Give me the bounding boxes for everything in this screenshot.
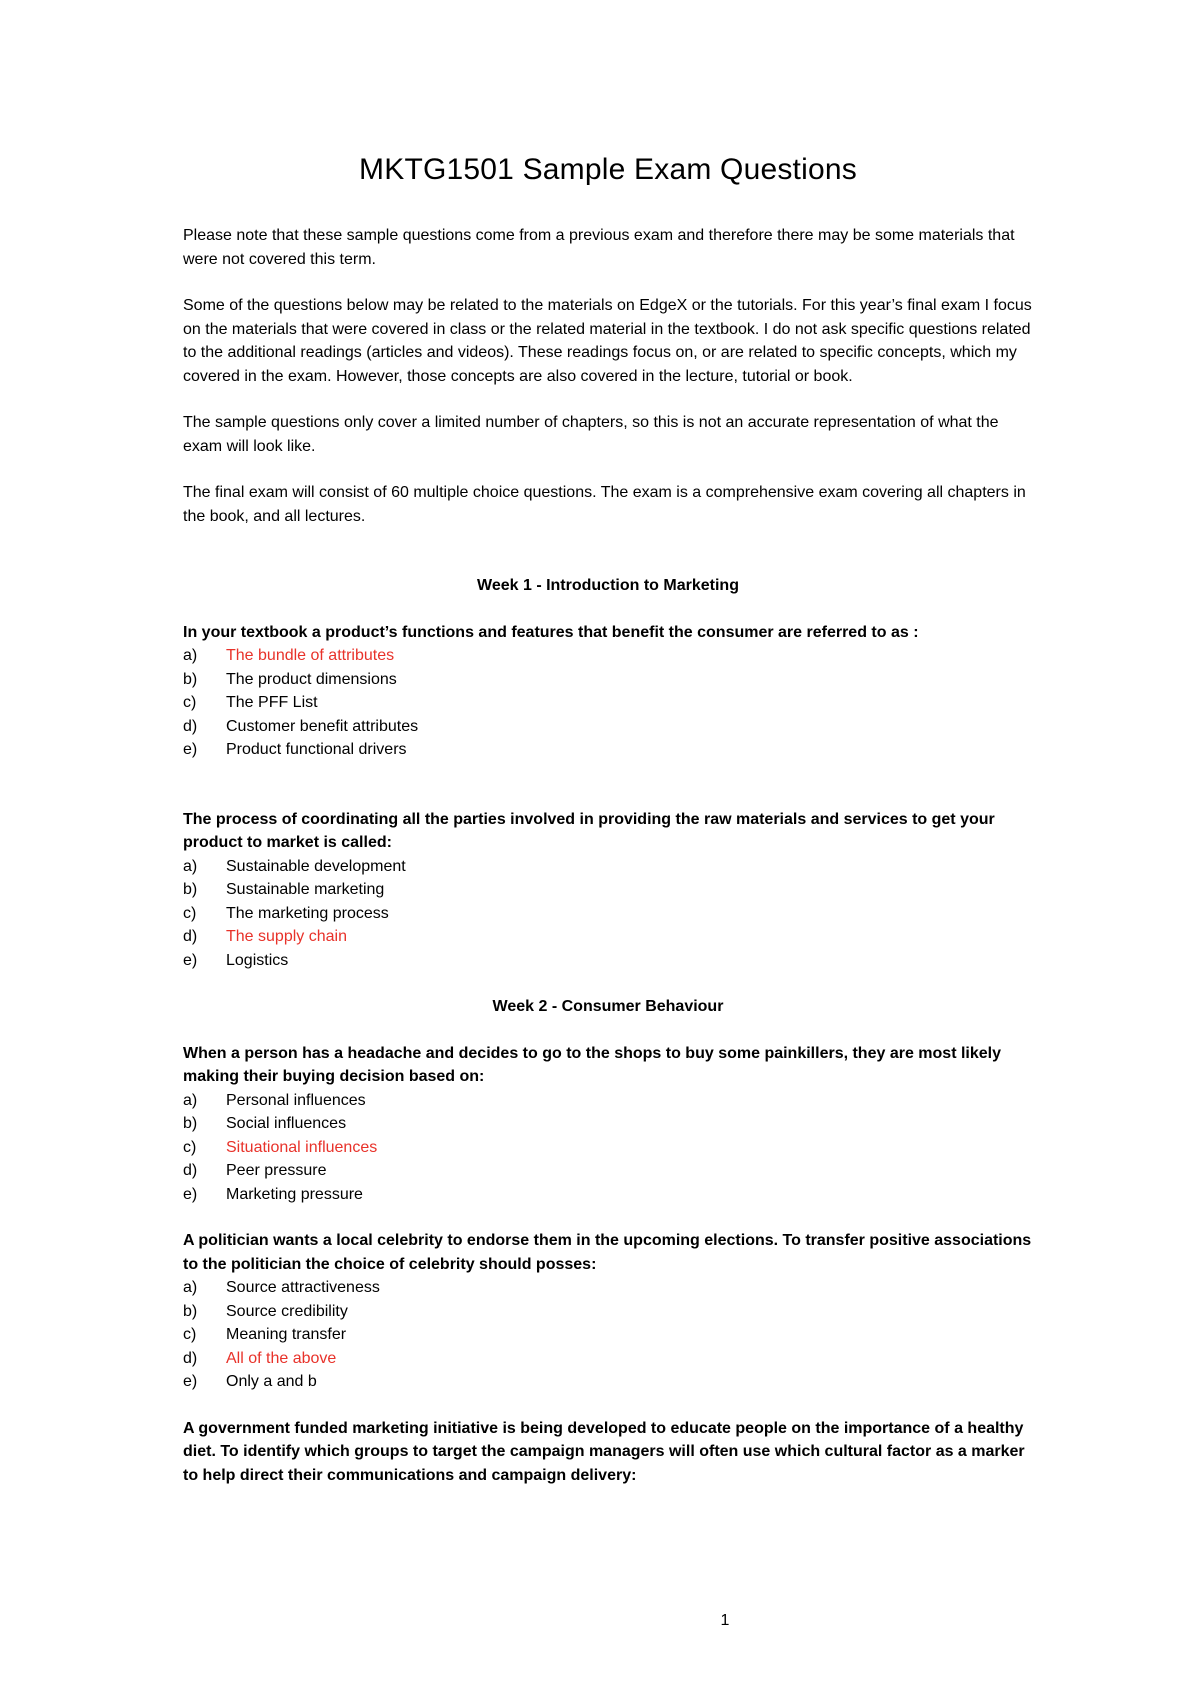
intro-paragraph: The final exam will consist of 60 multiple choice questions. The exam is a comprehensive exam covering all chapters in the book, and all lectures. <box>183 484 1026 525</box>
option-text: The marketing process <box>226 904 389 922</box>
option-letter: d) <box>183 1162 198 1179</box>
option-letter: a) <box>183 857 198 875</box>
answer-options <box>183 1276 1033 1394</box>
answer-option <box>183 1159 1033 1183</box>
option-letter: a) <box>183 1279 198 1296</box>
week-section <box>183 574 1033 972</box>
answer-option <box>183 1323 1033 1347</box>
page-content <box>183 150 1033 1487</box>
option-text: Situational influences <box>226 1138 378 1156</box>
question-block <box>183 1042 1033 1207</box>
option-text: The PFF List <box>226 694 318 711</box>
option-text: All of the above <box>226 1349 337 1367</box>
question-text: In your textbook a product’s functions and features that benefit the consumer are referred to as : <box>183 623 919 641</box>
answer-option <box>183 1183 1033 1207</box>
answer-options <box>183 1089 1033 1207</box>
option-text: The product dimensions <box>226 670 397 688</box>
option-letter: b) <box>183 1302 198 1320</box>
answer-option <box>183 925 1033 949</box>
option-letter: b) <box>183 881 198 898</box>
answer-option <box>183 644 1033 668</box>
option-text: Sustainable marketing <box>226 881 385 898</box>
spacer <box>183 972 1033 995</box>
answer-option <box>183 902 1033 926</box>
option-letter: d) <box>183 717 198 735</box>
answer-option <box>183 691 1033 715</box>
option-text: Personal influences <box>226 1091 366 1109</box>
page-number: 1 <box>720 1612 730 1629</box>
option-text: Marketing pressure <box>226 1185 363 1203</box>
option-text: Peer pressure <box>226 1162 327 1179</box>
answer-option <box>183 1300 1033 1324</box>
option-letter: c) <box>183 1326 197 1343</box>
option-letter: a) <box>183 647 198 664</box>
question-text: A politician wants a local celebrity to endorse them in the upcoming elections. To transfer positive associations to the politician the choice of celebrity should posses: <box>183 1232 1032 1273</box>
spacer <box>183 1394 1033 1417</box>
answer-option <box>183 668 1033 692</box>
option-letter: c) <box>183 1138 197 1156</box>
option-letter: c) <box>183 694 197 711</box>
answer-option <box>183 949 1033 973</box>
option-text: Social influences <box>226 1115 347 1132</box>
spacer <box>183 551 1033 574</box>
option-text: Customer benefit attributes <box>226 717 419 735</box>
question-block <box>183 1417 1033 1488</box>
option-letter: e) <box>183 741 198 758</box>
answer-option <box>183 738 1033 762</box>
question-block <box>183 1229 1033 1394</box>
question-text: The process of coordinating all the parties involved in providing the raw materials and services to get your product to market is called: <box>183 810 995 851</box>
option-text: Meaning transfer <box>226 1326 347 1343</box>
option-letter: c) <box>183 904 197 922</box>
option-text: Sustainable development <box>226 857 406 875</box>
section-heading: Week 2 - Consumer Behaviour <box>492 998 724 1015</box>
intro-paragraph: Some of the questions below may be related to the materials on EdgeX or the tutorials. For this year’s final exam I focus on the materials that were covered in class or the related material in the textbook. I do not ask specific questions related to the additional readings (articles and videos). These readings focus on, or are related to specific concepts, which my covered in the exam. However, those concepts are also covered in the lecture, tutorial or book. <box>183 297 1032 385</box>
question-block <box>183 808 1033 973</box>
option-letter: d) <box>183 1349 198 1367</box>
intro-paragraph: The sample questions only cover a limited number of chapters, so this is not an accurate representation of what the exam will look like. <box>183 414 999 455</box>
answer-option <box>183 1089 1033 1113</box>
option-text: Product functional drivers <box>226 741 407 758</box>
week-section <box>183 995 1033 1487</box>
spacer <box>183 1206 1033 1229</box>
answer-option <box>183 1276 1033 1300</box>
spacer <box>183 762 1033 808</box>
answer-option <box>183 855 1033 879</box>
option-letter: d) <box>183 928 198 945</box>
option-text: Logistics <box>226 951 289 969</box>
option-letter: e) <box>183 1373 198 1390</box>
answer-option <box>183 1347 1033 1371</box>
answer-option <box>183 1112 1033 1136</box>
question-block <box>183 621 1033 762</box>
answer-options <box>183 644 1033 762</box>
section-heading: Week 1 - Introduction to Marketing <box>477 577 739 594</box>
option-text: The bundle of attributes <box>226 647 395 664</box>
option-letter: e) <box>183 1185 198 1203</box>
answer-option <box>183 715 1033 739</box>
option-text: Only a and b <box>226 1373 317 1390</box>
option-letter: e) <box>183 951 198 969</box>
question-text: When a person has a headache and decides to go to the shops to buy some painkillers, they are most likely making their buying decision based on: <box>183 1044 1001 1085</box>
intro-paragraph: Please note that these sample questions come from a previous exam and therefore there may be some materials that were not covered this term. <box>183 227 1015 268</box>
option-text: The supply chain <box>226 928 347 945</box>
answer-option <box>183 878 1033 902</box>
option-letter: b) <box>183 1115 198 1132</box>
answer-option <box>183 1136 1033 1160</box>
option-letter: b) <box>183 670 198 688</box>
option-letter: a) <box>183 1091 198 1109</box>
option-text: Source credibility <box>226 1302 348 1320</box>
option-text: Source attractiveness <box>226 1279 380 1296</box>
answer-option <box>183 1370 1033 1394</box>
question-text: A government funded marketing initiative is being developed to educate people on the importance of a healthy diet. To identify which groups to target the campaign managers will often use which cultural factor as a marker to help direct their communications and campaign delivery: <box>183 1419 1025 1484</box>
page-title: MKTG1501 Sample Exam Questions <box>359 153 857 186</box>
answer-options <box>183 855 1033 973</box>
